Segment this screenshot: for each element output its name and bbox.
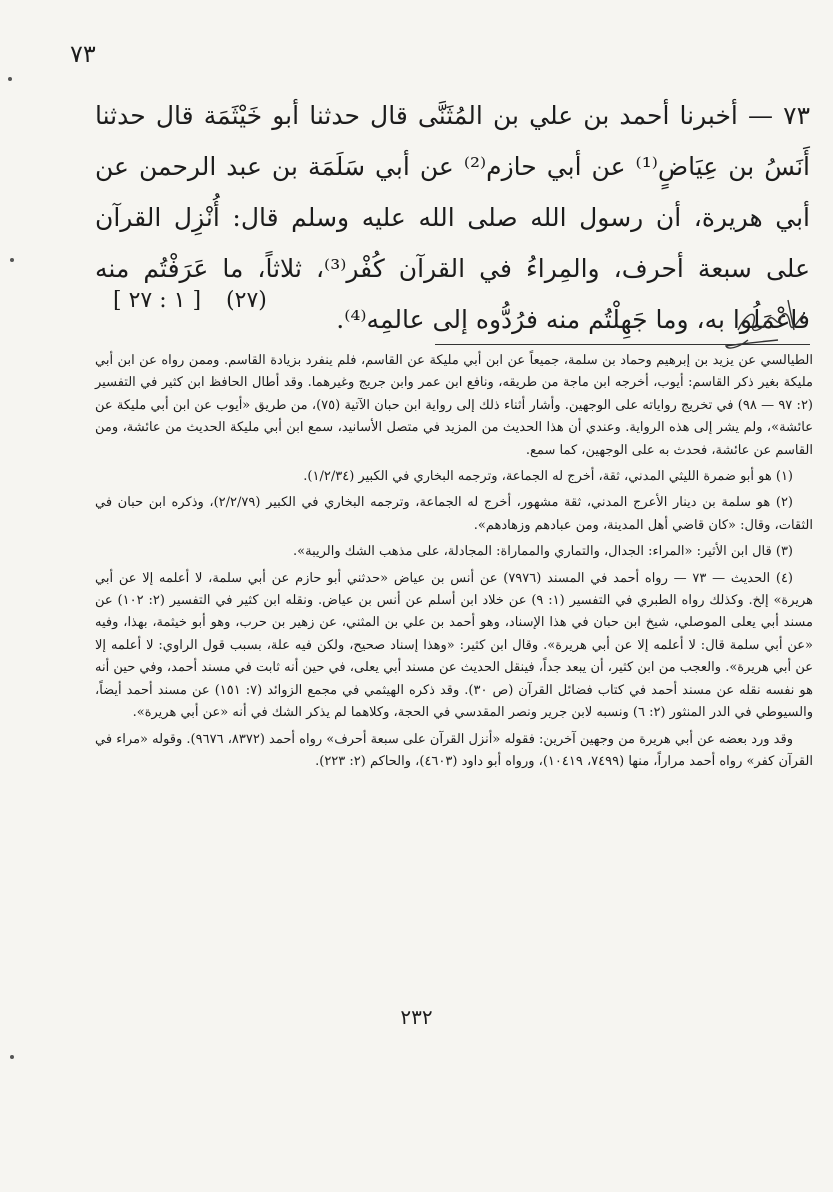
footnotes (95, 350, 813, 777)
footnote-4: (٤) الحديث — ٧٣ — رواه أحمد في المسند (٧٩٧٦) عن أنس بن عياض «حدثني أبو حازم عن أبي سلمة، لا أعلمه إلا عن أبي هريرة» إلخ. وكذلك رواه الطبري في التفسير (١: ٩) عن خلاد ابن أسلم عن أنس بن عياض. ونقله ابن كثير في التفسير (٢: ١٠٢) عن مسند أبي يعلى الموصلي، شيخ ابن حبان في هذا الإسناد، وهو أحمد بن علي بن المثني، عن زهير بن حرب، وهو أبو خيثمة، بهذا، وفيه «عن أبي سلمة قال: لا أعلمه إلا عن أبي هريرة». وقال ابن كثير: «وهذا إسناد صحيح، ولكن فيه علة، بسبب قول الراوي: لا أعلمه إلا عن أبي هريرة». والعجب من ابن كثير، أن يبعد جداً، فينقل الحديث عن مسند أبي يعلى، في حين أنه ثابت في مسند أحمد، وفي حين أنه هو نفسه نقله عن مسند أحمد في كتاب فضائل القرآن (ص ٣٠). وقد ذكره الهيثمي في مجمع الزوائد (٧: ١٥١) عن مسند أحمد أيضاً، والسيوطي في الدر المنثور (٢: ٦) ونسبه لابن جرير ونصر المقدسي في الحجة، وكلاهما لم يذكر الشك في أنه «عن أبي هريرة». (95, 570, 814, 721)
hadith-text: ٧٣ — أخبرنا أحمد بن علي بن المُثَنَّى قال حدثنا أبو خَيْثَمَة قال حدثنا أَنَسُ بن عِيَاضٍ⁽¹⁾ عن أبي حازم⁽²⁾ عن أبي سَلَمَة بن عبد الرحمن عن أبي هريرة، أن رسول الله صلى الله عليه وسلم قال: أُنْزِل القرآن على سبعة أحرف، والمِراءُ في القرآن كُفْر⁽³⁾، ثلاثاً، ما عَرَفْتُم منه فاعْمَلُوا به، وما جَهِلْتُم منه فرُدُّوه إلى عالمِه⁽⁴⁾. (95, 101, 810, 334)
scan-speck (8, 77, 12, 81)
footnote-2: (٢) هو سلمة بن دينار الأعرج المدني، ثقة مشهور، أخرج له الجماعة، وترجمه البخاري في الكبير (٢/٢/٧٩)، وذكره ابن حبان في الثقات، وقال: «كان قاضي أهل المدينة، ومن عبادهم وزهادهم». (95, 495, 813, 533)
hadith-ref-bracket: [ ١ : ٢٧ ] (113, 288, 202, 313)
scan-speck (10, 1055, 14, 1059)
scan-speck (10, 258, 14, 262)
hadith-reference (95, 288, 267, 313)
note-continuation: الطيالسي عن يزيد بن إبرهيم وحماد بن سلمة، جميعاً عن ابن أبي مليكة عن القاسم، فلم ينفرد بزيادة القاسم. وممن رواه عن ابن أبي مليكة بغير ذكر القاسم: أيوب، أخرجه ابن ماجة من طريقه، ونافع ابن عمر وابن جريج وغيرهما. وقد أطال الحافظ ابن كثير في التفسير (٢: ٩٧ — ٩٨) في تخريج رواياته على الوجهين. وأشار أثناء ذلك إلى رواية ابن حبان الآتية (٧٥)، من طريق «أيوب عن ابن أبي مليكة عن عائشة»، ولم يشر إلى هذه الرواية. وعندي أن هذا الحديث من المزيد في متصل الأسانيد، سمع ابن أبي مليكة الحديث من عائشة، ومن القاسم عن عائشة، فحدث به على الوجهين، كما سمع. (95, 353, 813, 458)
footnote-divider (435, 344, 810, 345)
footnote-addendum: وقد ورد بعضه عن أبي هريرة من وجهين آخرين: فقوله «أنزل القرآن على سبعة أحرف» رواه أحمد (٨٣٧٢، ٩٦٧٦). وقوله «مراء في القرآن كفر» رواه أحمد مراراً، منها (٧٤٩٩، ١٠٤١٩)، ورواه أبو داود (٤٦٠٣)، والحاكم (٢: ٢٢٣). (95, 731, 813, 769)
footnote-3: (٣) قال ابن الأثير: «المراء: الجدال، والتماري والمماراة: المجادلة، على مذهب الشك والريبة». (293, 544, 793, 560)
hadith-ref-number: (٢٧) (226, 288, 267, 313)
footnote-1: (١) هو أبو ضمرة الليثي المدني، ثقة، أخرج له الجماعة، وترجمه البخاري في الكبير (١/٢/٣٤). (303, 469, 793, 485)
page-number-top: ٧٣ (70, 40, 96, 68)
page-number-bottom: ٢٣٢ (400, 1005, 433, 1029)
